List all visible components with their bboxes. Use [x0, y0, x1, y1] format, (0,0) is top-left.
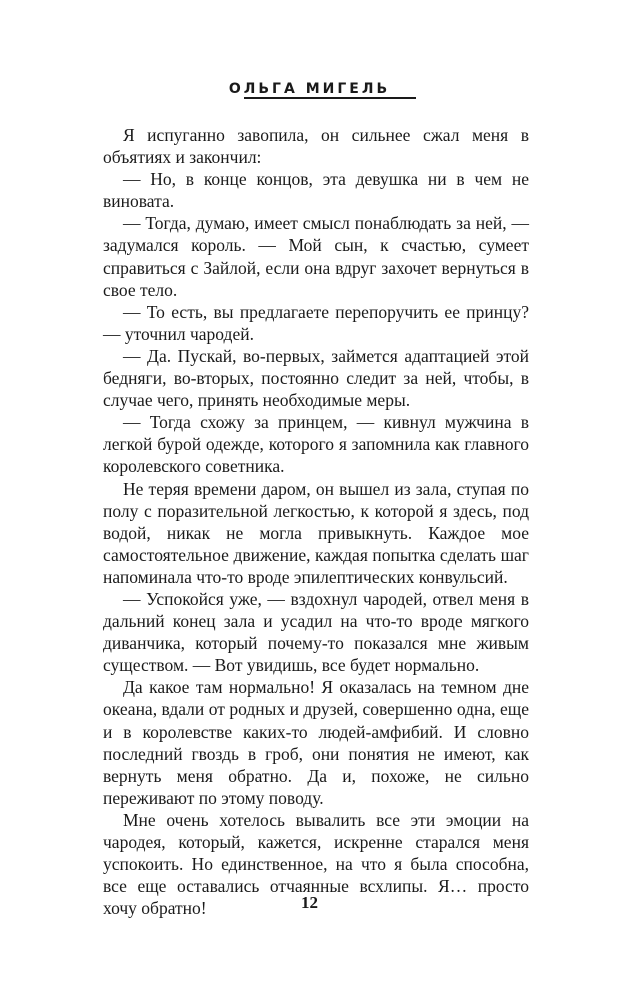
paragraph: — Успокойся уже, — вздохнул чародей, отвел меня в дальний конец зала и усадил на что-то вроде мягкого диванчика, который почему-то показался мне живым существом. — Вот увидишь, все будет нормально. [103, 588, 529, 676]
page-number: 12 [301, 893, 318, 912]
body-text [103, 124, 529, 919]
paragraph: Да какое там нормально! Я оказалась на темном дне океана, вдали от родных и друзей, совершенно одна, еще и в королевстве каких-то людей-амфибий. И словно последний гвоздь в гроб, они понятия не имеют, как вернуть меня обратно. Да и, похоже, не сильно переживают по этому поводу. [103, 677, 529, 808]
paragraph: Мне очень хотелось вывалить все эти эмоции на чародея, который, кажется, искренне старался меня успокоить. Но единственное, на что я была способна, все еще оставались отчаянные всхлипы. Я… просто хочу обратно! [103, 809, 529, 919]
paragraph: — Тогда схожу за принцем, — кивнул мужчина в легкой бурой одежде, которого я запомнила как главного королевского советника. [103, 412, 529, 477]
author-name: ОЛЬГА МИГЕЛЬ [228, 81, 391, 97]
paragraph: — Тогда, думаю, имеет смысл понаблюдать за ней, — задумался король. — Мой сын, к счастью, сумеет справиться с Зайлой, если она вдруг захочет вернуться в свое тело. [103, 213, 529, 300]
paragraph: Не теряя времени даром, он вышел из зала, ступая по полу с поразительной легкостью, к которой я здесь, под водой, никак не могла привыкнуть. Каждое мое самостоятельное движение, каждая попытка сделать шаг напоминала что-то вроде эпилептических конвульсий. [103, 478, 529, 587]
running-header [0, 80, 619, 98]
paragraph: Я испуганно завопила, он сильнее сжал меня в объятиях и закончил: [103, 125, 529, 168]
paragraph: — Да. Пускай, во-первых, займется адаптацией этой бедняги, во-вторых, постоянно следит за ней, чтобы, в случае чего, принять необходимые меры. [103, 345, 529, 411]
header-rule [244, 97, 416, 99]
paragraph: — Но, в конце концов, эта девушка ни в чем не виновата. [103, 169, 529, 212]
paragraph: — То есть, вы предлагаете перепоручить ее принцу? — уточнил чародей. [103, 301, 529, 344]
